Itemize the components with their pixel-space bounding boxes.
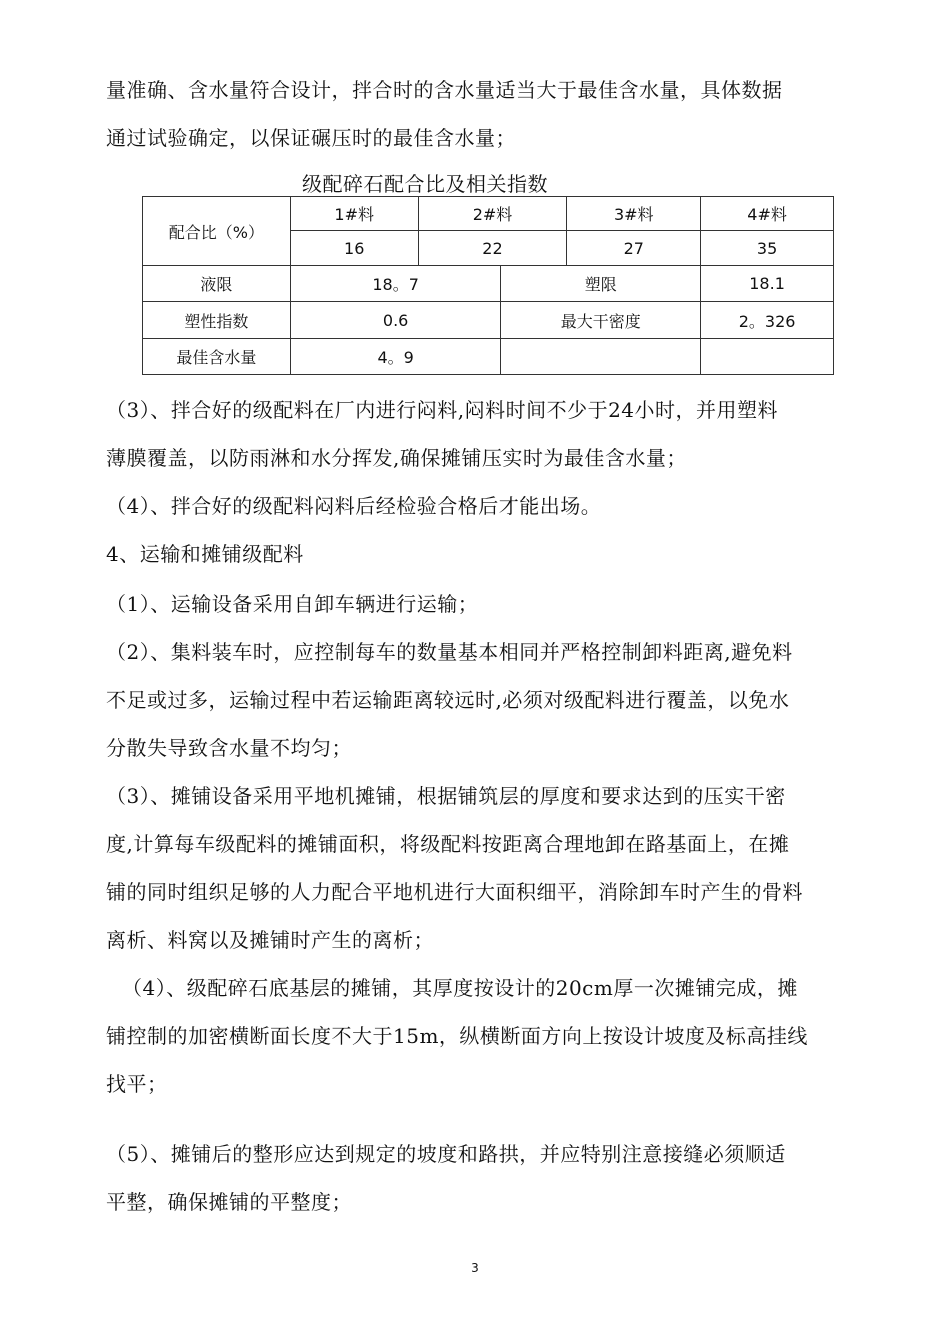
material-4-ratio: 35 [701,231,834,266]
paragraph-line: 平整，确保摊铺的平整度； [106,1190,352,1214]
paragraph-line: （5）、摊铺后的整形应达到规定的坡度和路拱，并应特别注意接缝必须顺适 [106,1142,786,1166]
mix-ratio-label: 配合比（%） [143,197,291,266]
material-4-header: 4#料 [701,197,834,231]
paragraph-line: （4）、拌合好的级配料闷料后经检验合格后才能出场。 [106,494,602,518]
paragraph-line: （1）、运输设备采用自卸车辆进行运输； [106,592,479,616]
paragraph-line: 离析、料窝以及摊铺时产生的离析； [106,928,434,952]
paragraph-line: 铺的同时组织足够的人力配合平地机进行大面积细平，消除卸车时产生的骨料 [106,880,803,904]
mix-ratio-table [142,196,834,375]
paragraph-line: 铺控制的加密横断面长度不大于15m，纵横断面方向上按设计坡度及标高挂线 [106,1024,808,1048]
paragraph-line: 不足或过多，运输过程中若运输距离较远时,必须对级配料进行覆盖，以免水 [106,688,790,712]
paragraph-line: （3）、拌合好的级配料在厂内进行闷料,闷料时间不少于24小时，并用塑料 [106,398,779,422]
paragraph-line: 找平； [106,1072,168,1096]
optimum-moisture-value: 4。9 [290,339,501,375]
material-3-ratio: 27 [567,231,701,266]
plasticity-index-value: 0.6 [290,302,501,339]
max-dry-density-value: 2。326 [701,302,834,339]
material-1-header: 1#料 [290,197,418,231]
paragraph-line: 分散失导致含水量不均匀； [106,736,352,760]
empty-cell [701,339,834,375]
material-2-header: 2#料 [418,197,567,231]
paragraph-line: 度,计算每车级配料的摊铺面积，将级配料按距离合理地卸在路基面上，在摊 [106,832,790,856]
paragraph-line: （3）、摊铺设备采用平地机摊铺，根据铺筑层的厚度和要求达到的压实干密 [106,784,786,808]
paragraph-line: 薄膜覆盖，以防雨淋和水分挥发,确保摊铺压实时为最佳含水量； [106,446,687,470]
paragraph-line: （2）、集料装车时，应控制每车的数量基本相同并严格控制卸料距离,避免料 [106,640,793,664]
section-heading: 4、运输和摊铺级配料 [106,542,304,566]
liquid-limit-label: 液限 [143,266,291,302]
paragraph-line: 量准确、含水量符合设计，拌合时的含水量适当大于最佳含水量，具体数据 [106,78,783,102]
paragraph-line: 通过试验确定，以保证碾压时的最佳含水量； [106,126,516,150]
plastic-limit-label: 塑限 [501,266,701,302]
page-number: 3 [471,1261,479,1275]
material-1-ratio: 16 [290,231,418,266]
plasticity-index-label: 塑性指数 [143,302,291,339]
empty-cell [501,339,701,375]
liquid-limit-value: 18。7 [290,266,501,302]
max-dry-density-label: 最大干密度 [501,302,701,339]
material-2-ratio: 22 [418,231,567,266]
material-3-header: 3#料 [567,197,701,231]
plastic-limit-value: 18.1 [701,266,834,302]
optimum-moisture-label: 最佳含水量 [143,339,291,375]
table-title: 级配碎石配合比及相关指数 [302,172,548,196]
paragraph-line: （4）、级配碎石底基层的摊铺，其厚度按设计的20cm厚一次摊铺完成，摊 [122,976,798,1000]
